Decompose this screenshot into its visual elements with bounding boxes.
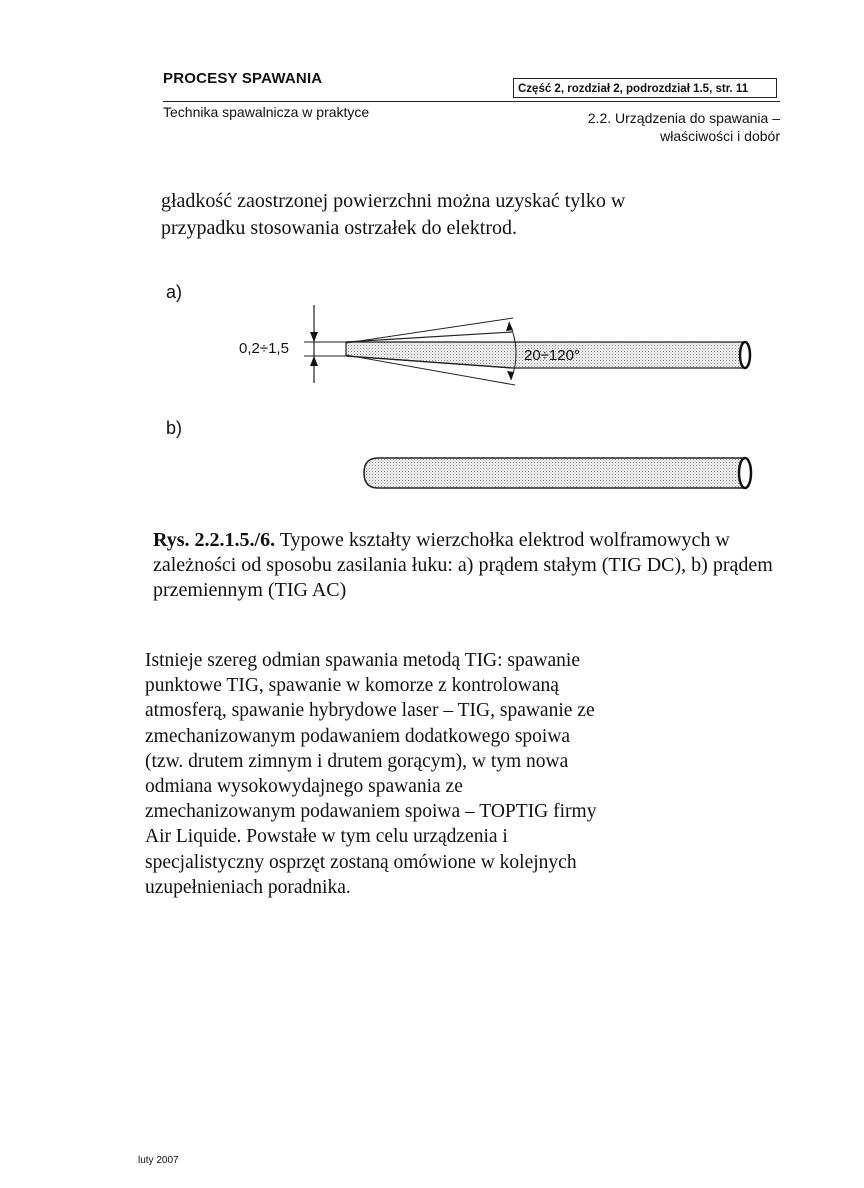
caption-number: Rys. 2.2.1.5./6.: [153, 529, 276, 551]
electrode-b: [364, 458, 751, 488]
figure-caption: [153, 528, 778, 603]
diameter-arrow-bottom: [310, 356, 318, 366]
angle-line-top: [346, 318, 513, 343]
angle-dim-text: 20÷120°: [524, 347, 580, 364]
angle-arrow-top: [506, 322, 513, 331]
header-reference: Część 2, rozdział 2, podrozdział 1.5, str. 11: [513, 78, 777, 98]
footer-date: luty 2007: [138, 1155, 179, 1166]
header-section-line1: 2.2. Urządzenia do spawania –: [587, 110, 780, 126]
electrode-a-taper-top: [346, 332, 512, 342]
electrode-figure: [0, 0, 864, 520]
header-section-line2: właściwości i dobór: [660, 128, 780, 144]
electrode-a: [239, 305, 750, 385]
figure-label-a: a): [166, 282, 183, 302]
electrode-a-end: [740, 342, 750, 368]
paragraph-2: Istnieje szereg odmian spawania metodą TIG: spawanie punktowe TIG, spawanie w komorze z kontrolowaną atmosferą, spawanie hybrydowe laser – TIG, spawanie ze zmechanizowanym podawaniem dodatkowego spoiwa (tzw. drutem zimnym i drutem gorącym), w tym nowa odmiana wysokowydajnego spawania ze zmechanizowanym podawaniem spoiwa – TOPTIG firmy Air Liquide. Powstałe w tym celu urządzenia i specjalistyczny osprzęt zostaną omówione w kolejnych uzupełnieniach poradnika.: [145, 650, 597, 898]
diameter-arrow-top: [310, 332, 318, 342]
electrode-b-end: [739, 458, 751, 488]
paragraph-1: gładkość zaostrzonej powierzchni można uzyskać tylko w przypadku stosowania ostrzałek do elektrod.: [161, 190, 626, 239]
figure-label-b: b): [166, 418, 183, 438]
diameter-dim-text: 0,2÷1,5: [239, 340, 289, 357]
caption-text: Typowe kształty wierzchołka elektrod wolframowych w zależności od sposobu zasilania łuku: a) prądem stałym (TIG DC), b) prądem przemiennym (TIG AC): [153, 529, 773, 601]
header-subtitle: Technika spawalnicza w praktyce: [163, 104, 370, 120]
header-title: PROCESY SPAWANIA: [163, 70, 323, 87]
electrode-b-body: [364, 458, 745, 488]
